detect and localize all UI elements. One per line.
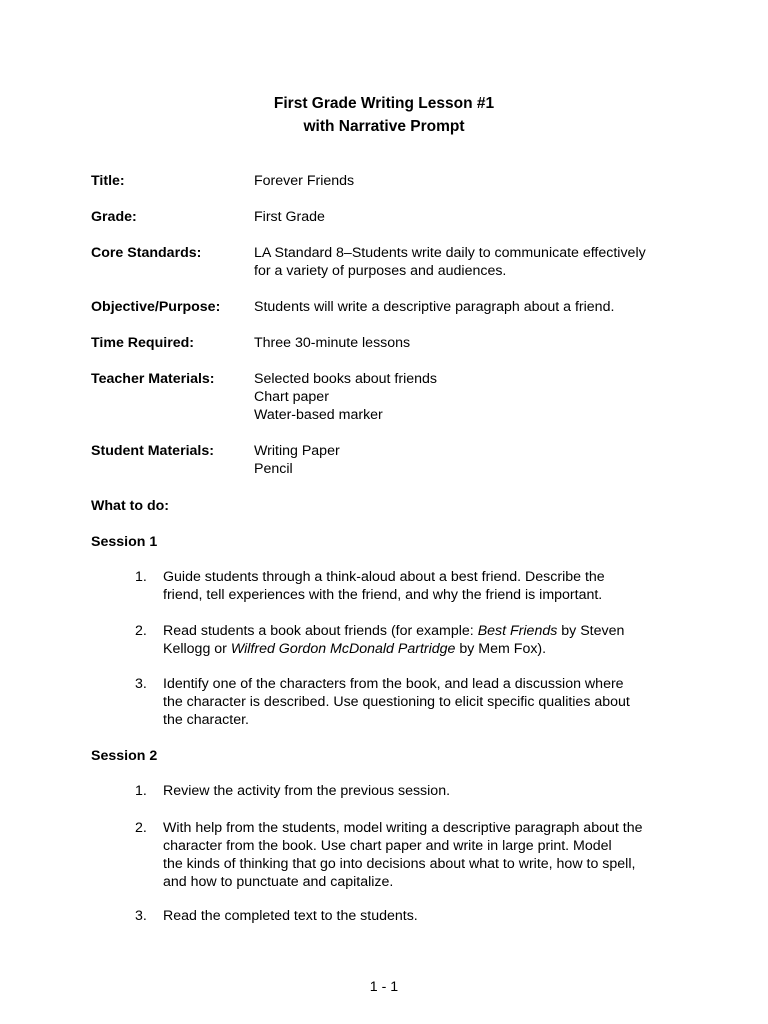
step-text-segment: by Steven: [557, 623, 625, 639]
field-value-line: Forever Friends: [254, 173, 355, 189]
step-number: 2.: [135, 623, 147, 639]
document-subtitle: with Narrative Prompt: [303, 118, 465, 135]
field-label: Grade:: [91, 209, 137, 225]
step-line: and how to punctuate and capitalize.: [163, 874, 394, 890]
field-label: Core Standards:: [91, 245, 202, 261]
field-label: Time Required:: [91, 335, 195, 351]
step-number: 1.: [135, 783, 147, 799]
step-text-segment: Kellogg or: [163, 641, 231, 657]
step-line: friend, tell experiences with the friend, and why the friend is important.: [163, 587, 603, 603]
field-value-line: Three 30-minute lessons: [254, 335, 411, 351]
field-value-line: Students will write a descriptive paragraph about a friend.: [254, 299, 615, 315]
what-to-do-heading: What to do:: [91, 498, 170, 514]
field-value: [254, 208, 694, 226]
step-line: Read the completed text to the students.: [163, 908, 418, 924]
session-2-heading: Session 2: [91, 748, 158, 764]
step-line: [163, 622, 693, 640]
step-text-segment: by Mem Fox).: [455, 641, 547, 657]
step-line: character from the book. Use chart paper and write in large print. Model: [163, 838, 612, 854]
step-text: [163, 907, 693, 925]
step-line: [163, 640, 693, 658]
step-line: the character is described. Use questioning to elicit specific qualities about: [163, 694, 630, 710]
field-value: [254, 172, 694, 190]
step-line: the kinds of thinking that go into decisions about what to write, how to spell,: [163, 856, 636, 872]
field-value-line: LA Standard 8–Students write daily to communicate effectively: [254, 245, 646, 261]
step-text: [163, 568, 693, 604]
step-number: 3.: [135, 908, 147, 924]
step-text: [163, 819, 693, 891]
step-line: With help from the students, model writing a descriptive paragraph about the: [163, 820, 643, 836]
field-label: Objective/Purpose:: [91, 299, 221, 315]
field-value: [254, 442, 694, 478]
step-text-segment: Read students a book about friends (for example:: [163, 623, 478, 639]
step-text: [163, 675, 693, 729]
field-label: Title:: [91, 173, 125, 189]
field-label: Teacher Materials:: [91, 371, 215, 387]
book-title: Wilfred Gordon McDonald Partridge: [230, 641, 456, 657]
page-number: 1 - 1: [369, 979, 399, 995]
field-value-line: Selected books about friends: [254, 371, 437, 387]
step-line: the character.: [163, 712, 249, 728]
step-number: 2.: [135, 820, 147, 836]
step-text: [163, 782, 693, 800]
field-value: [254, 334, 694, 352]
step-line: Guide students through a think-aloud about a best friend. Describe the: [163, 569, 605, 585]
field-value-line: Water-based marker: [254, 407, 383, 423]
field-value-line: First Grade: [254, 209, 325, 225]
field-value-line: Writing Paper: [254, 443, 340, 459]
field-value: [254, 244, 694, 280]
field-value-line: for a variety of purposes and audiences.: [254, 263, 507, 279]
field-value: [254, 298, 694, 316]
step-number: 1.: [135, 569, 147, 585]
step-text: [163, 622, 693, 658]
field-value-line: Pencil: [254, 461, 293, 477]
session-1-heading: Session 1: [91, 534, 158, 550]
step-line: Identify one of the characters from the book, and lead a discussion where: [163, 676, 624, 692]
field-value-line: Chart paper: [254, 389, 329, 405]
step-number: 3.: [135, 676, 147, 692]
document-title: First Grade Writing Lesson #1: [273, 95, 495, 112]
step-line: Review the activity from the previous session.: [163, 783, 451, 799]
field-value: [254, 370, 694, 424]
field-label: Student Materials:: [91, 443, 214, 459]
book-title: Best Friends: [477, 623, 558, 639]
